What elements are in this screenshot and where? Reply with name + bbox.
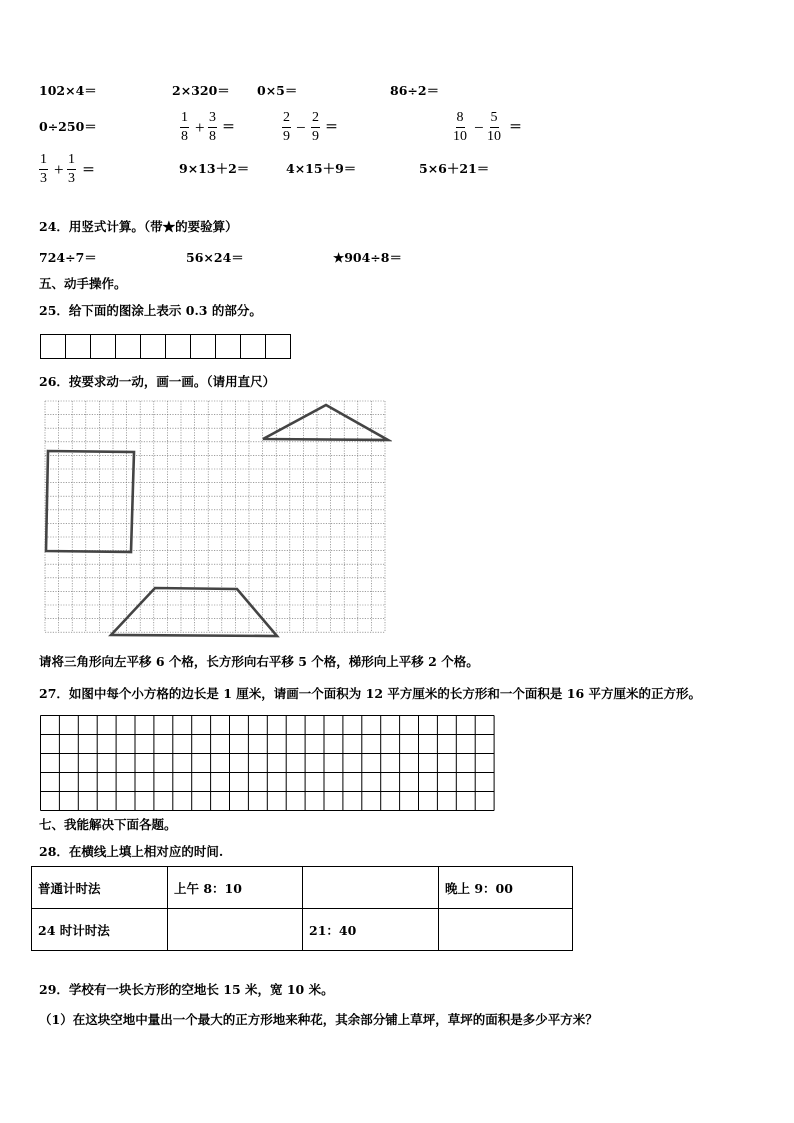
question-29-title: 29．学校有一块长方形的空地长 15 米，宽 10 米。 [39, 982, 334, 997]
fraction: $\frac{3}{8}$ [209, 110, 216, 144]
fraction: $\frac{2}{9}$ [283, 110, 290, 144]
table-cell: 晚上 9：00 [439, 867, 573, 909]
question-26-instruction: 请将三角形向左平移 6 个格，长方形向右平移 5 个格，梯形向上平移 2 个格。 [39, 654, 479, 669]
triangle-shape [263, 405, 388, 440]
trapezoid-shape [111, 588, 277, 636]
time-table [31, 866, 573, 951]
fraction: $\frac{2}{9}$ [312, 110, 319, 144]
fraction: $\frac{8}{10}$ [453, 110, 467, 144]
calc-item: 724÷7＝ [39, 250, 97, 265]
operator: + [195, 118, 205, 137]
equals-sign: ＝ [82, 163, 96, 178]
operator: − [296, 118, 306, 137]
calc-item: 102×4＝ [39, 83, 97, 98]
answer-cell[interactable] [303, 867, 439, 909]
question-29-sub1: （1）在这块空地中量出一个最大的正方形地来种花，其余部分铺上草坪，草坪的面积是多少平方米？ [39, 1012, 598, 1027]
calc-item: 2×320＝ [172, 83, 230, 98]
question-28-title: 28．在横线上填上相对应的时间. [39, 844, 224, 859]
section-5-heading: 五、动手操作。 [39, 276, 127, 291]
calc-item: 86÷2＝ [390, 83, 440, 98]
calc-item: ★904÷8＝ [333, 250, 402, 265]
operator: + [54, 160, 64, 179]
fraction-strip[interactable] [40, 334, 292, 360]
fraction: $\frac{1}{3}$ [68, 152, 75, 186]
drawing-grid[interactable] [40, 715, 496, 812]
table-cell: 24 时计时法 [32, 909, 168, 951]
table-cell: 普通计时法 [32, 867, 168, 909]
calc-item: 0×5＝ [257, 83, 298, 98]
equals-sign: ＝ [325, 120, 339, 135]
fraction: $\frac{1}{3}$ [40, 152, 47, 186]
question-27-title: 27．如图中每个小方格的边长是 1 厘米，请画一个面积为 12 平方厘米的长方形和一个面积是 16 平方厘米的正方形。 [39, 686, 701, 701]
fraction: $\frac{1}{8}$ [181, 110, 188, 144]
answer-cell[interactable] [168, 909, 303, 951]
calc-item: 56×24＝ [186, 250, 244, 265]
calc-item: 9×13＋2＝ [179, 161, 250, 176]
calc-item: 0÷250＝ [39, 119, 97, 134]
equals-sign: ＝ [509, 120, 523, 135]
question-26-title: 26．按要求动一动，画一画。（请用直尺） [39, 374, 276, 389]
operator: − [474, 118, 484, 137]
calc-item: 4×15＋9＝ [286, 161, 357, 176]
answer-cell[interactable] [439, 909, 573, 951]
calc-item: 5×6＋21＝ [419, 161, 490, 176]
question-25-title: 25．给下面的图涂上表示 0.3 的部分。 [39, 303, 262, 318]
fraction: $\frac{5}{10}$ [487, 110, 501, 144]
table-cell: 上午 8：10 [168, 867, 303, 909]
question-24-title: 24．用竖式计算。（带★的要验算） [39, 219, 238, 234]
section-7-heading: 七、我能解决下面各题。 [39, 817, 177, 832]
table-cell: 21：40 [303, 909, 439, 951]
equals-sign: ＝ [222, 120, 236, 135]
translation-grid[interactable] [44, 400, 392, 640]
